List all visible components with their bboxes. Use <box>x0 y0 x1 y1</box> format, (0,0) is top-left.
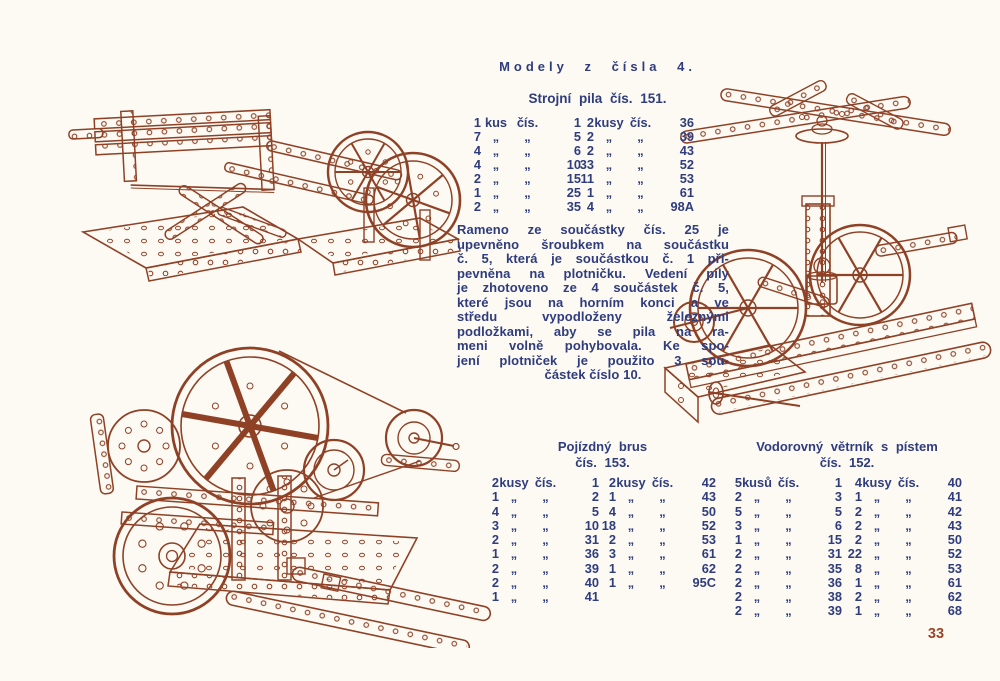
part-number: 6 <box>573 143 581 159</box>
parts-row <box>461 116 581 130</box>
parts-row <box>461 144 581 158</box>
cis-label: „ <box>542 560 549 576</box>
unit-label: „ <box>753 574 761 590</box>
parts-row <box>596 505 716 519</box>
unit-label: „ <box>753 532 761 547</box>
parts-row <box>574 144 694 158</box>
qty-value: 4 <box>491 503 499 519</box>
part-number: 5 <box>834 503 842 519</box>
parts-row <box>842 476 962 490</box>
unit-label: „ <box>492 143 500 159</box>
part-number: 31 <box>584 532 599 547</box>
girder <box>136 486 378 516</box>
heading-152-line2: čís. 152. <box>819 454 875 470</box>
qty-value: 2 <box>854 517 862 533</box>
part-number: 36 <box>827 574 842 590</box>
page-number: 33 <box>927 626 945 642</box>
qty-value: 18 <box>601 517 616 533</box>
unit-label: „ <box>627 560 635 576</box>
paragraph-line: je zhotoveno ze 4 součástek č. 5, <box>457 280 729 295</box>
parts-row <box>842 490 962 504</box>
unit-label: „ <box>753 603 761 619</box>
part-number: 41 <box>947 489 962 505</box>
qty-value: 1 <box>491 489 499 505</box>
part-number: 53 <box>679 171 694 187</box>
unit-label: „ <box>605 199 613 215</box>
unit-label: „ <box>510 574 518 590</box>
parts-row <box>596 490 716 504</box>
unit-label: „ <box>873 489 881 505</box>
parts-row <box>596 547 716 561</box>
qty-value: 5 <box>734 503 742 519</box>
qty-value: 3 <box>608 546 616 562</box>
drive-belt <box>279 351 406 413</box>
parts-row <box>479 547 599 561</box>
parts-row <box>461 200 581 214</box>
part-number: 43 <box>947 517 962 533</box>
parts-row <box>574 172 694 186</box>
unit-label: „ <box>753 546 761 562</box>
part-number: 6 <box>834 517 842 533</box>
unit-label: „ <box>510 560 518 576</box>
parts-row <box>596 519 716 533</box>
parts-row <box>842 547 962 561</box>
qty-value: 4 <box>608 503 616 519</box>
cis-label: „ <box>542 589 549 604</box>
sector-disc <box>108 410 180 482</box>
part-number: 3 <box>834 489 842 505</box>
heading-152-line1: Vodorovný větrník s pístem <box>756 439 938 454</box>
part-number: 95C <box>692 574 716 590</box>
cis-label: „ <box>785 489 792 505</box>
paragraph-line: č. 5, která je součástkou č. 1 při- <box>457 251 729 266</box>
cis-label: „ <box>659 532 666 547</box>
qty-value: 1 <box>854 574 862 590</box>
crank-wheel <box>810 225 910 325</box>
cis-label: „ <box>637 157 644 173</box>
qty-value: 2 <box>586 115 594 130</box>
part-number: 36 <box>584 546 599 562</box>
cis-label: „ <box>905 503 912 519</box>
part-number: 39 <box>827 603 842 619</box>
unit-label: „ <box>492 129 500 145</box>
part-number: 2 <box>591 489 599 505</box>
qty-value: 5 <box>734 475 742 490</box>
part-number: 62 <box>701 560 716 576</box>
qty-value: 2 <box>854 532 862 547</box>
cis-label: „ <box>637 199 644 215</box>
cis-label: „ <box>524 129 531 145</box>
part-number: 61 <box>947 574 962 590</box>
parts-row <box>842 505 962 519</box>
qty-value: 1 <box>608 489 616 505</box>
cis-label: „ <box>785 560 792 576</box>
parts-row <box>596 576 716 590</box>
unit-label: „ <box>510 517 518 533</box>
parts-row <box>461 158 581 172</box>
cis-label: „ <box>659 517 666 533</box>
parts-row <box>842 562 962 576</box>
qty-value: 2 <box>734 574 742 590</box>
qty-value: 2 <box>734 603 742 619</box>
qty-value: 2 <box>854 589 862 604</box>
part-number: 62 <box>947 589 962 604</box>
part-number: 40 <box>947 475 962 490</box>
part-number: 25 <box>566 185 581 201</box>
parts-table-152-left <box>722 476 842 619</box>
part-number: 5 <box>573 129 581 145</box>
qty-value: 2 <box>608 532 616 547</box>
unit-label: „ <box>492 157 500 173</box>
cis-label: „ <box>542 574 549 590</box>
unit-label: „ <box>627 532 635 547</box>
paragraph-line: podložkami, aby se pila na ra- <box>457 323 729 339</box>
part-number: 5 <box>591 503 599 519</box>
unit-label: „ <box>627 503 635 519</box>
parts-row <box>479 576 599 590</box>
unit-label: „ <box>510 589 518 604</box>
unit-label: „ <box>873 589 881 604</box>
paragraph-line: jení plotniček je použito 3 sou- <box>457 352 729 368</box>
parts-row <box>842 604 962 618</box>
parts-row <box>479 590 599 604</box>
cis-label: „ <box>542 489 549 505</box>
side-bracket <box>90 413 114 494</box>
qty-value: 1 <box>491 546 499 562</box>
cis-label: „ <box>542 517 549 533</box>
part-number: 36 <box>679 115 694 130</box>
part-number: 35 <box>566 199 581 215</box>
unit-label: „ <box>510 503 518 519</box>
part-number: 39 <box>584 560 599 576</box>
paragraph-line: pevněna na plotničku. Vedení pily <box>457 265 729 281</box>
qty-value: 4 <box>473 157 481 173</box>
unit-label: kusy <box>594 115 624 130</box>
cis-label: „ <box>524 185 531 201</box>
parts-row <box>574 186 694 200</box>
cis-label: čís. <box>651 475 674 490</box>
unit-label: kusy <box>616 475 646 490</box>
cis-label: „ <box>542 532 549 547</box>
unit-label: „ <box>510 546 518 562</box>
qty-value: 1 <box>608 560 616 576</box>
qty-value: 11 <box>580 171 594 187</box>
unit-label: „ <box>873 532 881 547</box>
unit-label: „ <box>873 560 881 576</box>
parts-row <box>722 604 842 618</box>
unit-label: „ <box>753 517 761 533</box>
cis-label: čís. <box>516 115 539 130</box>
parts-row <box>574 130 694 144</box>
unit-label: „ <box>627 546 635 562</box>
unit-label: „ <box>753 589 761 604</box>
unit-label: „ <box>627 517 635 533</box>
part-number: 15 <box>566 171 581 187</box>
qty-value: 22 <box>847 546 862 562</box>
paragraph-line: Rameno ze součástky čís. 25 je <box>457 222 729 237</box>
qty-value: 1 <box>586 185 594 201</box>
cis-label: „ <box>905 517 912 533</box>
qty-value: 2 <box>734 489 742 505</box>
parts-row <box>722 476 842 490</box>
cis-label: „ <box>905 589 912 604</box>
qty-value: 1 <box>854 489 862 505</box>
part-number: 35 <box>827 560 842 576</box>
cis-label: „ <box>785 546 792 562</box>
cis-label: „ <box>524 199 531 215</box>
unit-label: „ <box>753 503 761 519</box>
qty-value: 2 <box>491 574 499 590</box>
cis-label: „ <box>659 503 666 519</box>
parts-row <box>722 576 842 590</box>
parts-row <box>722 505 842 519</box>
parts-row <box>842 576 962 590</box>
part-number: 68 <box>947 603 962 619</box>
cis-label: „ <box>542 503 549 519</box>
rotor-blades <box>680 79 951 144</box>
part-number: 42 <box>947 503 962 519</box>
part-number: 52 <box>701 517 716 533</box>
cis-label: „ <box>524 157 531 173</box>
mobile-grinder-illustration <box>82 328 502 648</box>
qty-value: 1 <box>854 603 862 619</box>
qty-value: 2 <box>608 475 616 490</box>
unit-label: „ <box>873 546 881 562</box>
parts-row <box>479 562 599 576</box>
part-number: 10 <box>584 517 599 533</box>
parts-row <box>722 562 842 576</box>
cis-label: „ <box>659 546 666 562</box>
unit-label: „ <box>492 171 500 187</box>
qty-value: 1 <box>608 574 616 590</box>
unit-label: „ <box>873 574 881 590</box>
cis-label: „ <box>637 129 644 145</box>
unit-label: „ <box>873 603 881 619</box>
part-number: 41 <box>584 589 599 604</box>
unit-label: „ <box>492 199 500 215</box>
parts-table-153-right <box>596 476 716 590</box>
cis-label: „ <box>637 171 644 187</box>
qty-value: 33 <box>579 157 594 173</box>
parts-table-153-left <box>479 476 599 604</box>
parts-table-151-left <box>461 116 581 214</box>
unit-label: „ <box>605 185 613 201</box>
section-heading-151: Strojní pila čís. 151. <box>528 91 667 106</box>
part-number: 1 <box>573 115 581 130</box>
part-number: 50 <box>947 532 962 547</box>
cis-label: čís. <box>777 475 800 490</box>
unit-label: kus <box>484 115 508 130</box>
parts-row <box>722 590 842 604</box>
cis-label: „ <box>659 574 666 590</box>
qty-value: 2 <box>854 503 862 519</box>
unit-label: „ <box>510 532 518 547</box>
cis-label: „ <box>637 143 644 159</box>
parts-row <box>479 505 599 519</box>
part-number: 1 <box>834 475 842 490</box>
cis-label: „ <box>524 171 531 187</box>
cis-label: „ <box>785 532 792 547</box>
heading-153-line1: Pojízdný brus <box>557 439 648 454</box>
unit-label: „ <box>492 185 500 201</box>
qty-value: 2 <box>491 532 499 547</box>
cis-label: „ <box>905 560 912 576</box>
qty-value: 2 <box>586 129 594 145</box>
parts-row <box>574 116 694 130</box>
cis-label: čís. <box>897 475 920 490</box>
qty-value: 3 <box>734 517 742 533</box>
part-number: 1 <box>591 475 599 490</box>
cis-label: „ <box>659 560 666 576</box>
cis-label: čís. <box>534 475 557 490</box>
qty-value: 1 <box>491 589 499 604</box>
cis-label: „ <box>785 517 792 533</box>
part-number: 61 <box>701 546 716 562</box>
cis-label: „ <box>785 503 792 519</box>
parts-row <box>479 490 599 504</box>
qty-value: 1 <box>734 532 742 547</box>
part-number: 43 <box>701 489 716 505</box>
cis-label: „ <box>542 546 549 562</box>
parts-row <box>596 533 716 547</box>
paragraph-line: meni volně pohybovala. Ke spo- <box>457 338 729 353</box>
unit-label: „ <box>605 129 613 145</box>
part-number: 38 <box>827 589 842 604</box>
parts-row <box>596 476 716 490</box>
part-number: 43 <box>679 143 694 159</box>
unit-label: „ <box>873 517 881 533</box>
parts-row <box>461 172 581 186</box>
parts-row <box>596 562 716 576</box>
paragraph-line: částek číslo 10. <box>544 367 642 382</box>
cis-label: „ <box>785 589 792 604</box>
qty-value: 2 <box>491 475 499 490</box>
unit-label: „ <box>627 489 635 505</box>
parts-row <box>479 519 599 533</box>
parts-row <box>574 200 694 214</box>
parts-row <box>842 533 962 547</box>
cis-label: čís. <box>629 115 652 130</box>
unit-label: „ <box>605 143 613 159</box>
part-number: 98A <box>670 199 694 215</box>
part-number: 42 <box>701 475 716 490</box>
qty-value: 2 <box>734 560 742 576</box>
parts-row <box>722 547 842 561</box>
part-number: 31 <box>827 546 842 562</box>
flywheel <box>172 348 328 504</box>
qty-value: 2 <box>734 589 742 604</box>
parts-row <box>479 476 599 490</box>
parts-table-152-right <box>842 476 962 619</box>
parts-table-151-right <box>574 116 694 214</box>
parts-row <box>461 186 581 200</box>
parts-row <box>722 519 842 533</box>
parts-row <box>574 158 694 172</box>
paragraph-line: upevněno šroubkem na součástku <box>457 236 729 252</box>
qty-value: 2 <box>473 199 481 215</box>
cis-label: „ <box>637 185 644 201</box>
part-number: 61 <box>679 185 694 201</box>
parts-row <box>722 490 842 504</box>
part-number: 10 <box>566 157 581 173</box>
parts-row <box>461 130 581 144</box>
qty-value: 2 <box>734 546 742 562</box>
qty-value: 4 <box>586 199 594 215</box>
cis-label: „ <box>905 489 912 505</box>
part-number: 50 <box>701 503 716 519</box>
piston-arm <box>875 232 958 257</box>
page-title: Modely z čísla 4. <box>499 59 696 74</box>
unit-label: „ <box>510 489 518 505</box>
unit-label: „ <box>753 560 761 576</box>
unit-label: „ <box>873 503 881 519</box>
unit-label: kusy <box>862 475 892 490</box>
part-number: 52 <box>947 546 962 562</box>
section-heading-153 <box>515 439 690 470</box>
qty-value: 2 <box>586 143 594 159</box>
unit-label: „ <box>605 171 613 187</box>
part-number: 15 <box>827 532 842 547</box>
heading-153-line2: čís. 153. <box>575 454 630 470</box>
parts-row <box>842 519 962 533</box>
cis-label: „ <box>785 574 792 590</box>
cis-label: „ <box>524 143 531 159</box>
part-number: 53 <box>947 560 962 576</box>
description-paragraph <box>457 223 729 383</box>
cis-label: „ <box>905 574 912 590</box>
cis-label: „ <box>905 603 912 619</box>
cis-label: „ <box>905 546 912 562</box>
qty-value: 8 <box>854 560 862 576</box>
qty-value: 1 <box>473 185 481 201</box>
part-number: 39 <box>679 129 694 145</box>
unit-label: „ <box>753 489 761 505</box>
paragraph-line: které jsou na horním konci a ve <box>457 294 729 310</box>
parts-row <box>722 533 842 547</box>
part-number: 40 <box>584 574 599 590</box>
qty-value: 1 <box>473 115 481 130</box>
part-number: 53 <box>701 532 716 547</box>
unit-label: „ <box>605 157 613 173</box>
right-pulley <box>381 410 460 472</box>
unit-label: „ <box>627 574 635 590</box>
qty-value: 2 <box>473 171 481 187</box>
qty-value: 4 <box>473 143 481 159</box>
cis-label: „ <box>659 489 666 505</box>
parts-row <box>479 533 599 547</box>
section-heading-152 <box>728 439 966 470</box>
qty-value: 7 <box>473 129 481 145</box>
cis-label: „ <box>905 532 912 547</box>
parts-row <box>842 590 962 604</box>
paragraph-line: středu vypodloženy železnými <box>457 309 729 324</box>
qty-value: 3 <box>491 517 499 533</box>
unit-label: kusů <box>742 475 772 490</box>
unit-label: kusy <box>499 475 529 490</box>
qty-value: 2 <box>491 560 499 576</box>
machine-saw-illustration <box>68 92 468 299</box>
part-number: 52 <box>679 157 694 173</box>
qty-value: 4 <box>854 475 862 490</box>
base-plate <box>298 218 460 275</box>
cis-label: „ <box>785 603 792 619</box>
